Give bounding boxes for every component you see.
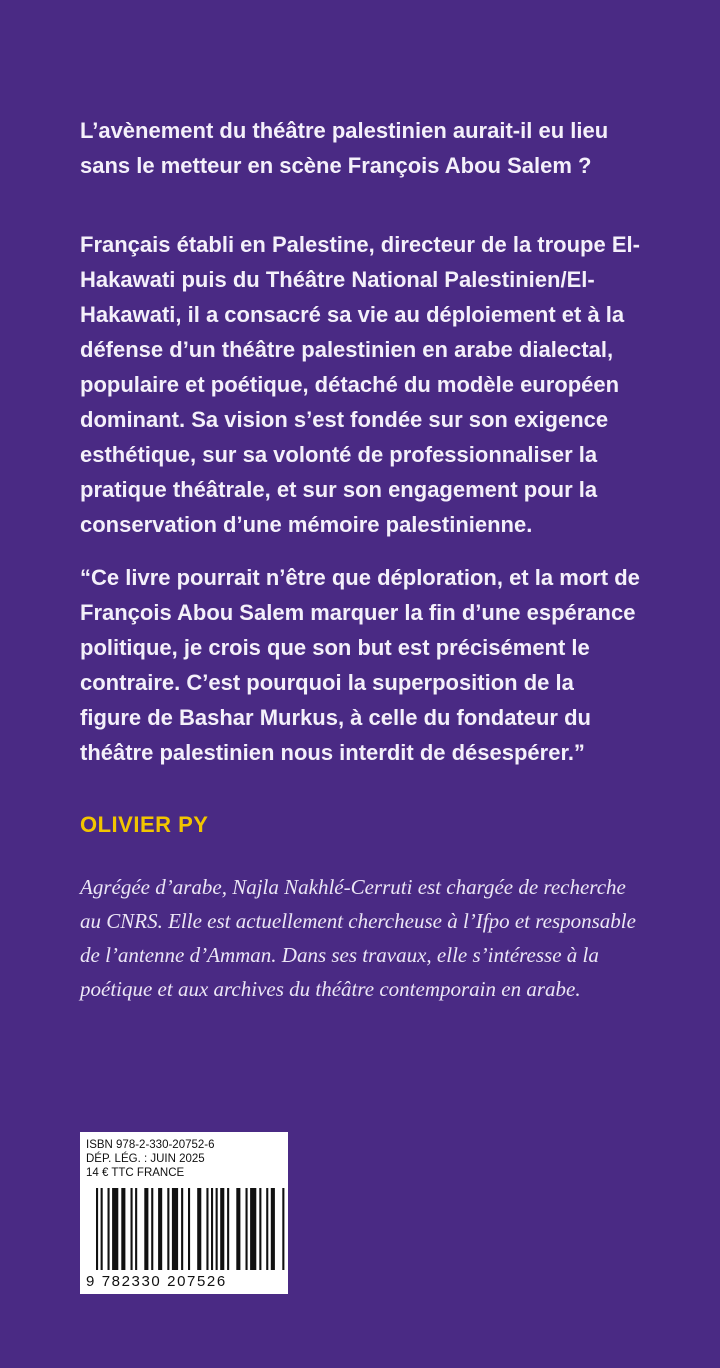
- quote-author: OLIVIER PY: [80, 812, 209, 837]
- barcode-info: [86, 1138, 215, 1180]
- summary-paragraph: Français établi en Palestine, directeur de la troupe El-Hakawati puis du Théâtre National Palestinien/El-Hakawati, il a consacré sa vie au déploiement et à la défense d’un théâtre palestinien en arabe dialectal, populaire et poétique, détaché du modèle européen dominant. Sa vision s’est fondée sur son exigence esthétique, sur sa volonté de professionnaliser la pratique théâtrale, et sur son engagement pour la conservation d’une mémoire palestinienne.: [80, 232, 640, 537]
- quote-paragraph: “Ce livre pourrait n’être que déploration, et la mort de François Abou Salem marquer la fin d’une espérance politique, je crois que son but est précisément le contraire. C’est pourquoi la superposition de la figure de Bashar Murkus, à celle du fondateur du théâtre palestinien nous interdit de désespérer.”: [80, 565, 640, 765]
- legal-deposit-text: DÉP. LÉG. : JUIN 2025: [86, 1153, 205, 1165]
- isbn-text: ISBN 978-2-330-20752-6: [86, 1139, 215, 1151]
- intro-paragraph: L’avènement du théâtre palestinien aurait-il eu lieu sans le metteur en scène François Abou Salem ?: [80, 118, 609, 178]
- price-text: 14 € TTC FRANCE: [86, 1167, 185, 1179]
- barcode-icon: [80, 1188, 288, 1274]
- author-bio: Agrégée d’arabe, Najla Nakhlé-Cerruti est chargée de recherche au CNRS. Elle est actuellement chercheuse à l’Ifpo et responsable de l’antenne d’Amman. Dans ses travaux, elle s’intéresse à la poétique et aux archives du théâtre contemporain en arabe.: [80, 875, 636, 1001]
- barcode-label: [80, 1132, 288, 1294]
- barcode-digits: 9 782330 207526: [86, 1273, 227, 1290]
